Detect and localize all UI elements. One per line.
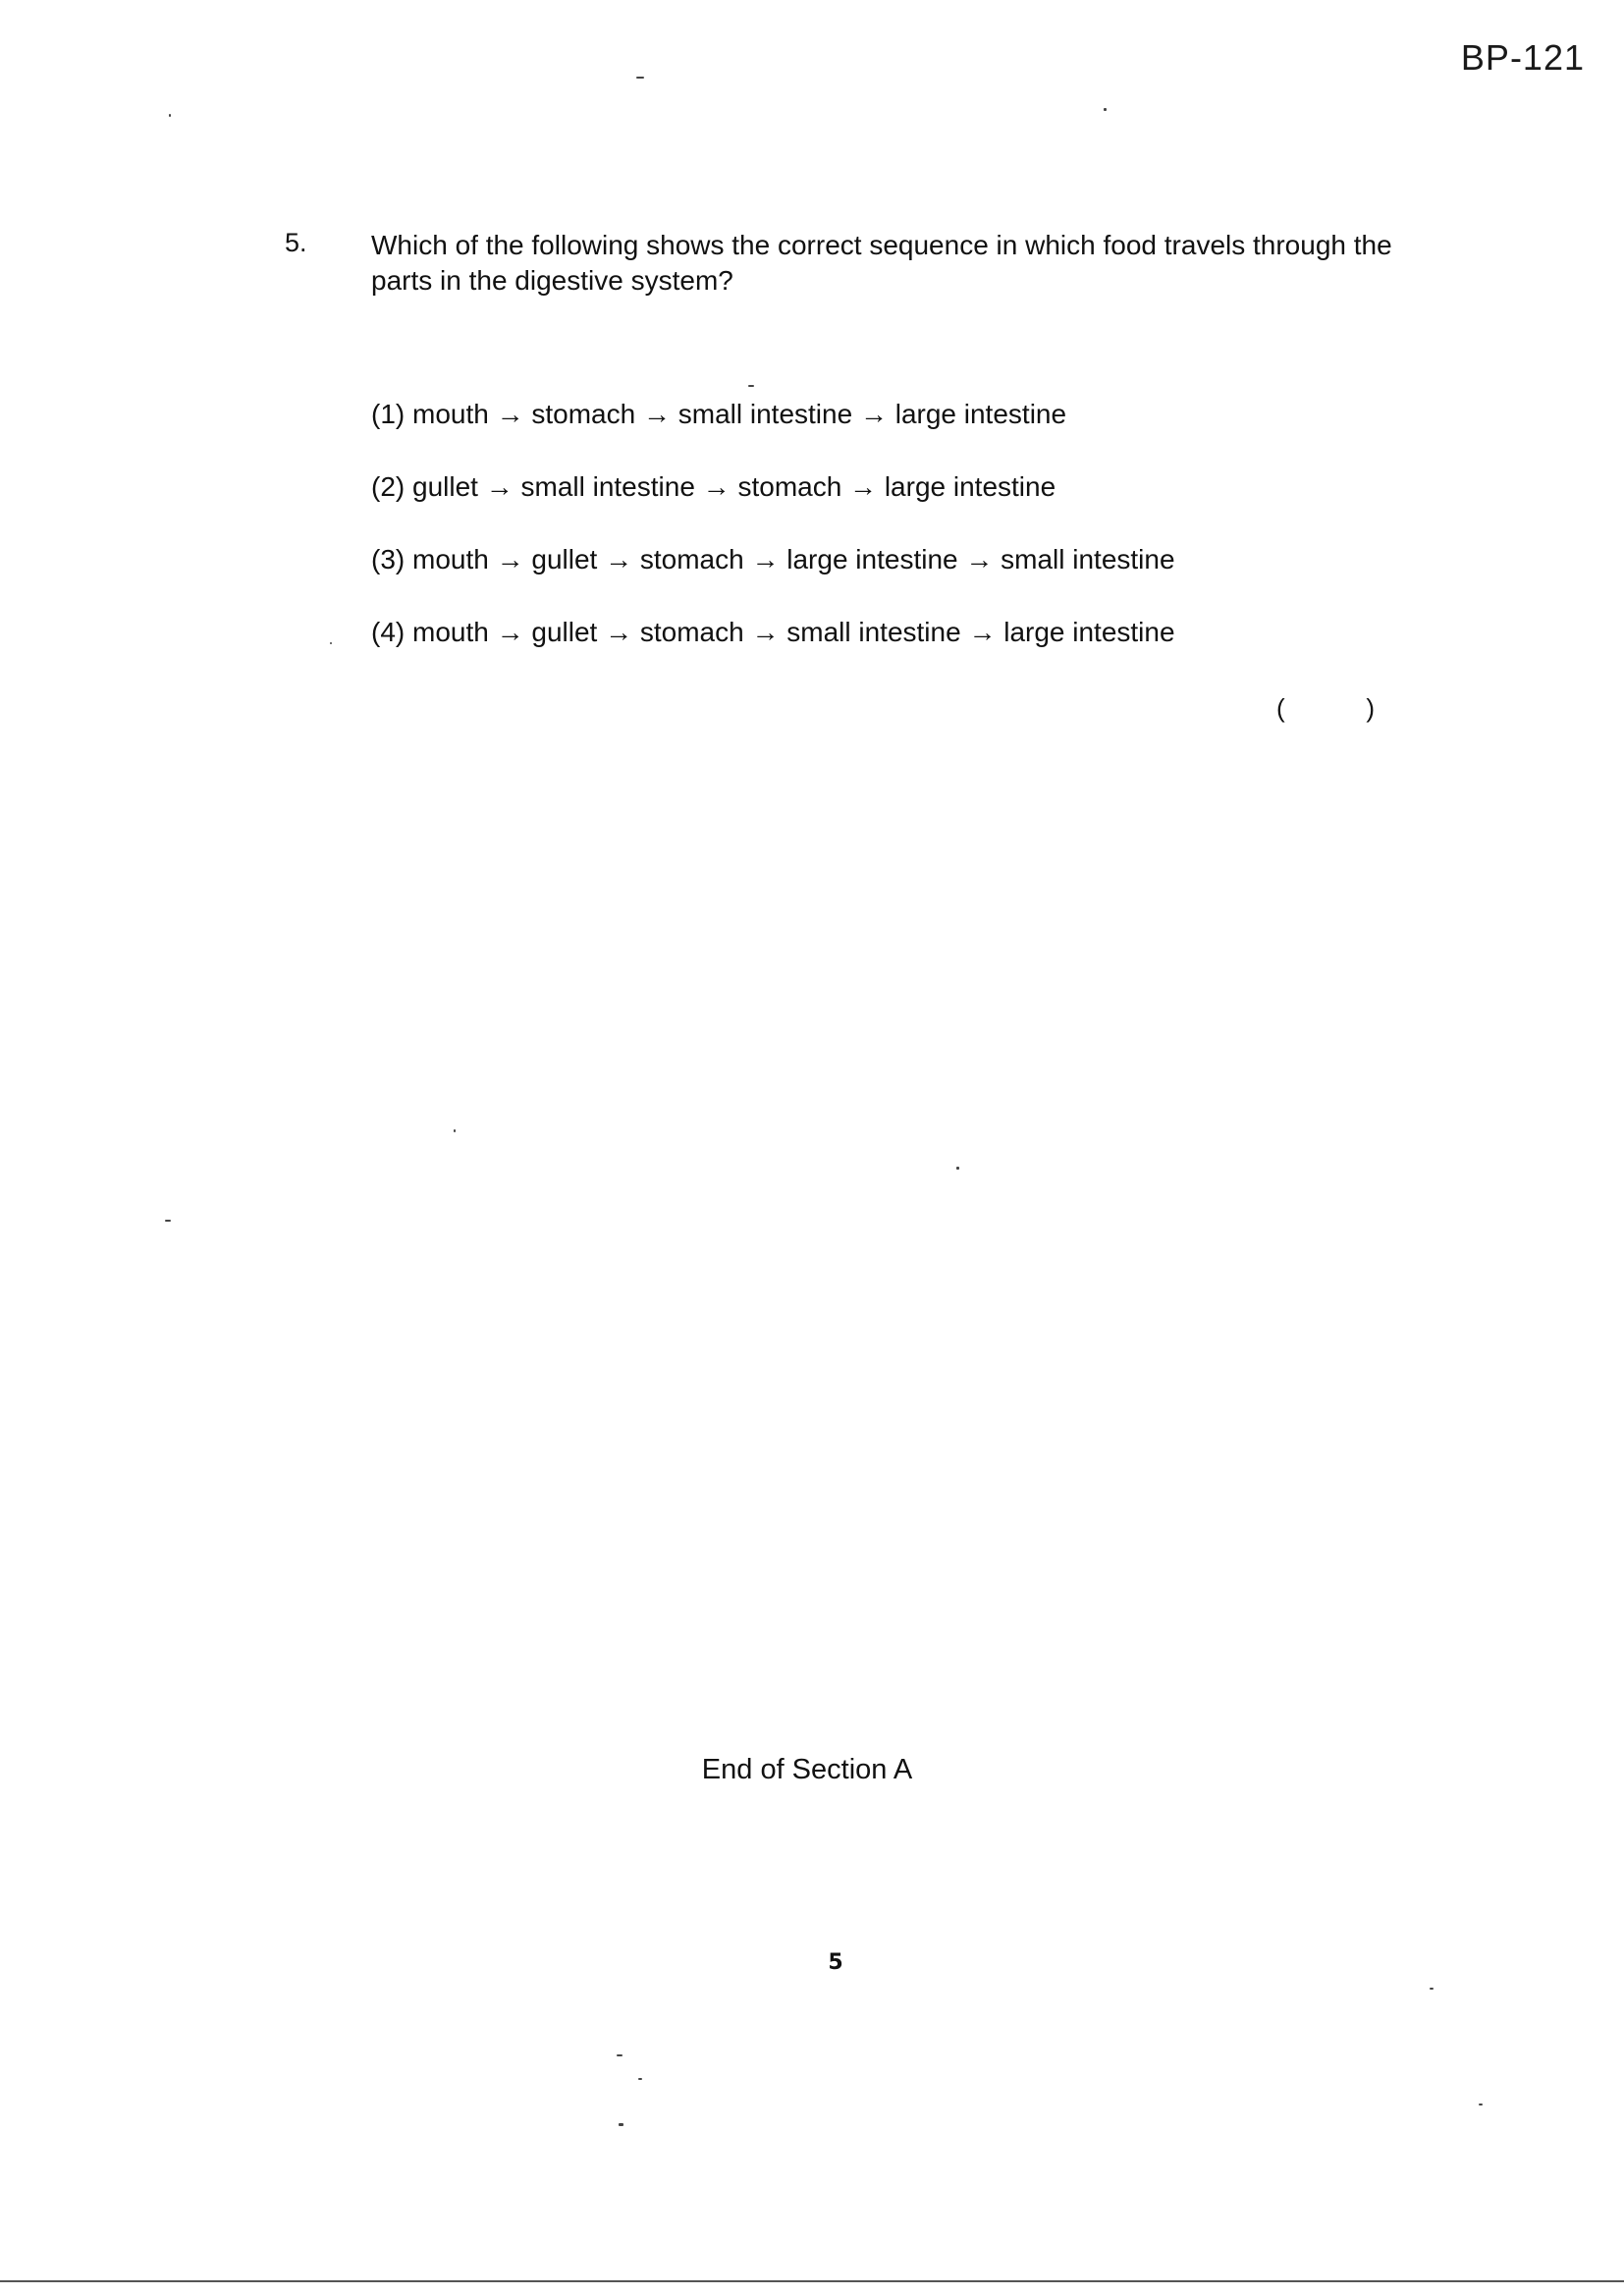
question-number: 5. xyxy=(285,228,307,257)
scan-speck xyxy=(454,1129,456,1132)
question-text: Which of the following shows the correct sequence in which food travels through the parts in the digestive system? xyxy=(371,230,1392,296)
scan-speck xyxy=(748,385,754,387)
scan-speck xyxy=(956,1167,959,1170)
page-number xyxy=(0,1950,1624,1975)
scan-speck xyxy=(1430,1988,1434,1990)
scan-speck xyxy=(636,77,644,79)
scan-speck xyxy=(638,2078,642,2080)
scan-speck xyxy=(1104,108,1107,111)
section-end-text: End of Section A xyxy=(701,1754,913,1785)
scan-speck xyxy=(1479,2104,1483,2105)
scan-speck xyxy=(330,642,332,644)
scan-speck xyxy=(619,2123,623,2126)
page-code: BP-121 xyxy=(1460,37,1585,78)
bottom-rule xyxy=(0,2280,1624,2282)
option-3: (3) mouth → gullet → stomach → large intestine → small intestine xyxy=(371,544,1175,574)
scan-speck xyxy=(169,114,171,117)
answer-options xyxy=(371,397,1392,687)
scan-speck xyxy=(165,1220,171,1222)
page-number-text: 5 xyxy=(828,1950,843,1975)
answer-bracket[interactable] xyxy=(1276,693,1375,724)
option-4: (4) mouth → gullet → stomach → small intestine → large intestine xyxy=(371,617,1175,647)
scan-speck xyxy=(617,2054,623,2056)
option-2: (2) gullet → small intestine → stomach → large intestine xyxy=(371,471,1056,502)
section-end-label xyxy=(0,1754,1624,1786)
option-1: (1) mouth → stomach → small intestine → large intestine xyxy=(371,399,1067,429)
answer-bracket-open: ( xyxy=(1276,693,1285,723)
answer-bracket-close: ) xyxy=(1366,693,1375,723)
